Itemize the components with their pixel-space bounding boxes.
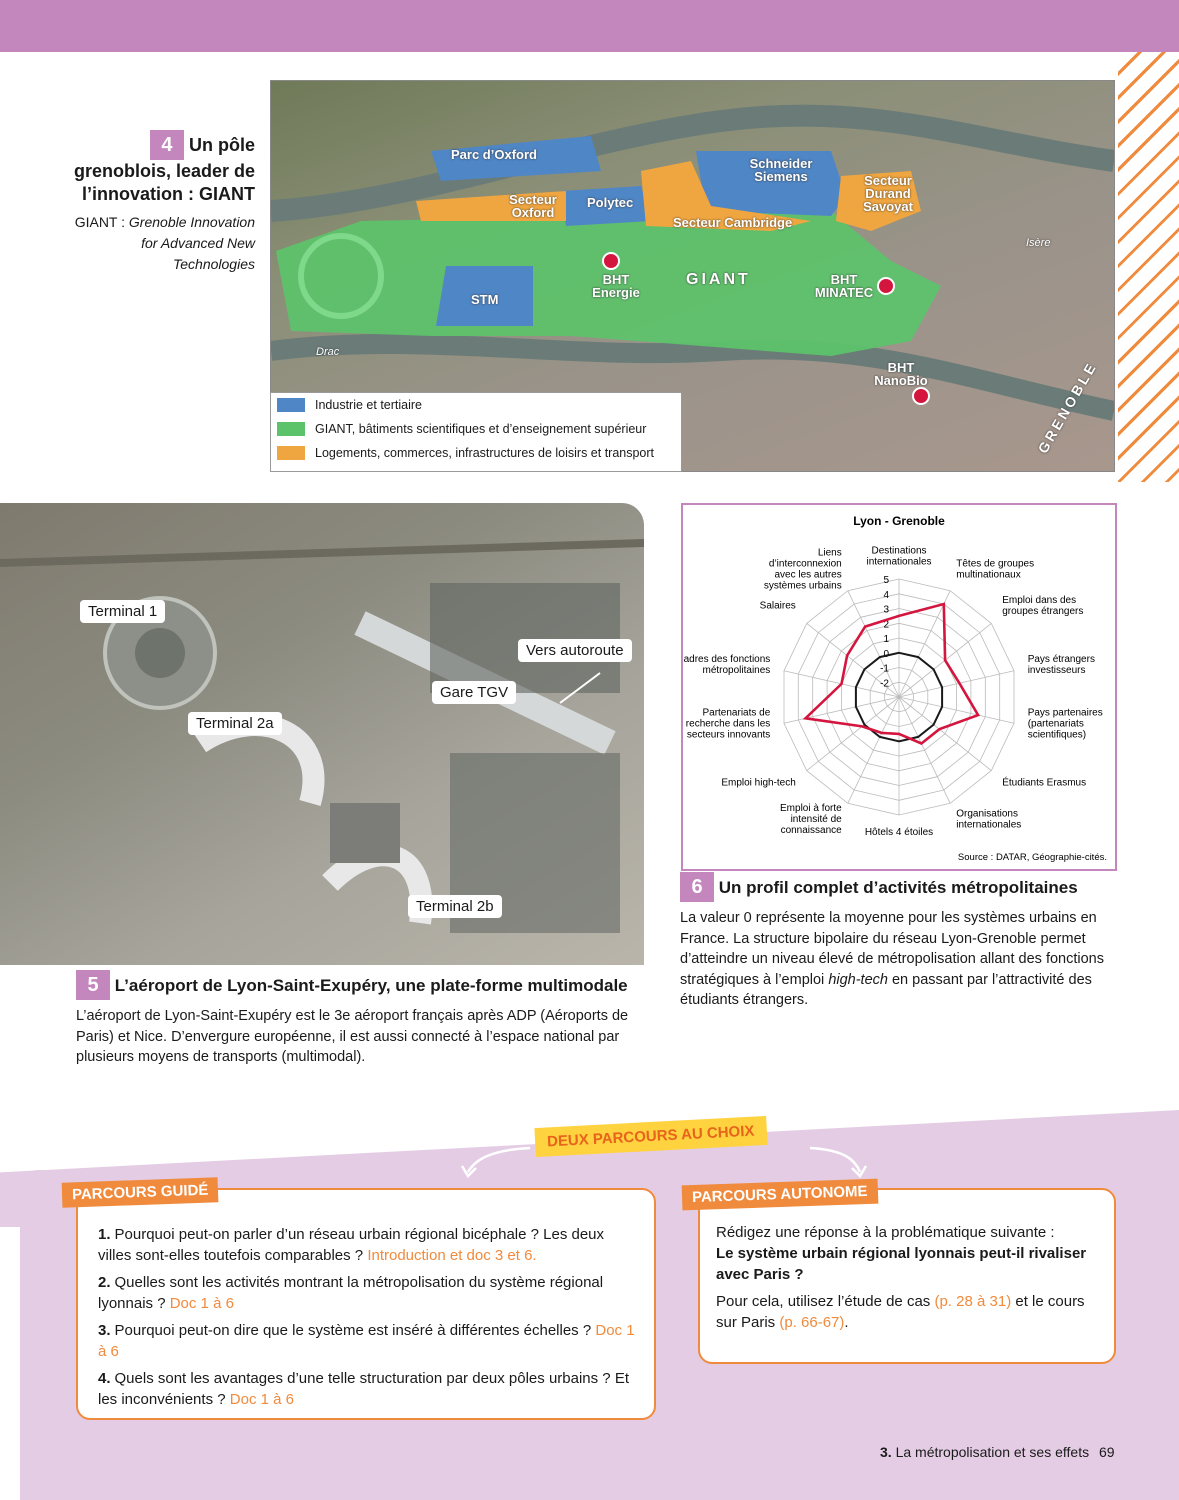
- legend-label: Industrie et tertiaire: [315, 398, 422, 412]
- label-parc-oxford: Parc d’Oxford: [451, 147, 537, 162]
- guide-question: [98, 1368, 638, 1410]
- question-ref[interactable]: Doc 1 à 6: [229, 1391, 294, 1408]
- legend-swatch: [277, 446, 305, 460]
- parcours-autonome-card: [698, 1188, 1116, 1364]
- doc4-subtitle-prefix: GIANT :: [74, 214, 126, 230]
- category-label: Hôtels 4 étoiles: [864, 827, 934, 838]
- autonome-question: Le système urbain régional lyonnais peut-il rivaliser avec Paris ?: [716, 1245, 1087, 1283]
- legend-item: [271, 441, 681, 465]
- airport-photo: [0, 503, 644, 965]
- doc6-body: [680, 908, 1120, 1011]
- page-footer: [880, 1444, 1115, 1460]
- legend-swatch: [277, 398, 305, 412]
- chart-title: Lyon - Grenoble: [853, 514, 945, 528]
- doc5-number: 5: [76, 970, 110, 1000]
- question-ref[interactable]: Doc 1 à 6: [98, 1322, 635, 1360]
- footer-page-number: 69: [1099, 1444, 1115, 1460]
- top-band: [0, 0, 1179, 52]
- category-label: Destinations internationales: [866, 545, 932, 568]
- map-legend: [270, 392, 682, 472]
- grid-spoke: [899, 591, 950, 697]
- autonome-end: .: [844, 1314, 849, 1331]
- grid-spoke: [899, 697, 950, 803]
- autonome-p2: et le cours sur Paris: [716, 1293, 1085, 1331]
- question-ref[interactable]: Doc 1 à 6: [169, 1295, 234, 1312]
- tick-label: -1: [880, 663, 889, 675]
- autonome-instructions: [716, 1291, 1106, 1333]
- question-text: Pourquoi peut-on parler d’un réseau urbain régional bicéphale ? Les deux villes sont-elles toutefois comparables ?: [98, 1226, 605, 1264]
- label-secteur-durand: Secteur Durand Savoyat: [863, 173, 913, 214]
- autonome-ref1[interactable]: (p. 28 à 31): [934, 1293, 1012, 1310]
- radar-chart: [683, 505, 1115, 869]
- guide-question: [98, 1224, 638, 1266]
- radar-chart-box: [681, 503, 1117, 871]
- doc5-title: L’aéroport de Lyon-Saint-Exupéry, une plate-forme multimodale: [114, 976, 628, 995]
- tick-label: 5: [883, 575, 889, 586]
- tick-label: 4: [883, 589, 889, 601]
- label-secteur-cambridge: Secteur Cambridge: [673, 215, 793, 230]
- label-terminal1: Terminal 1: [80, 600, 165, 623]
- legend-label: GIANT, bâtiments scientifiques et d’enseignement supérieur: [315, 422, 647, 436]
- doc6-caption: [680, 872, 1120, 1011]
- legend-item: [271, 393, 681, 417]
- category-label: Pays étrangers investisseurs: [1027, 654, 1095, 677]
- doc5-caption: [76, 970, 636, 1068]
- question-ref[interactable]: Introduction et doc 3 et 6.: [367, 1247, 537, 1264]
- doc4-caption: [60, 130, 255, 275]
- label-stm: STM: [471, 292, 499, 307]
- label-bht-minatec: BHT MINATEC: [814, 272, 874, 300]
- doc4-title: Un pôle grenoblois, leader de l’innovation : GIANT: [73, 135, 255, 204]
- question-number: 1.: [98, 1226, 111, 1243]
- guide-questions: [98, 1224, 638, 1416]
- deux-parcours-banner: DEUX PARCOURS AU CHOIX: [534, 1116, 767, 1157]
- category-label: Liens d’interconnexion avec les autres systèmes urbains: [763, 547, 842, 592]
- autonome-ref2[interactable]: (p. 66-67): [779, 1314, 845, 1331]
- doc4-subtitle-rest: Grenoble Innovation for Advanced New Technologies: [128, 214, 255, 272]
- category-label: Têtes de groupes multinationaux: [956, 558, 1035, 581]
- parcours-guide-card: [76, 1188, 656, 1420]
- autonome-intro: Rédigez une réponse à la problématique suivante :: [716, 1224, 1055, 1241]
- category-label: Pays partenaires (partenariats scientifiques): [1027, 707, 1103, 741]
- category-label: Cadres des fonctions métropolitaines: [683, 654, 771, 677]
- doc5-body: L’aéroport de Lyon-Saint-Exupéry est le 3e aéroport français après ADP (Aéroports de Paris) et Nice. D’envergure européenne, il est aussi connecté à l’espace national par plusieurs moyens de transports (multimodal).: [76, 1008, 629, 1065]
- label-terminal2a: Terminal 2a: [188, 712, 282, 735]
- doc6-body-2: en passant par l’attractivité des étudiants étrangers.: [680, 971, 1092, 1008]
- parcours-autonome-tag: PARCOURS AUTONOME: [682, 1179, 878, 1211]
- tick-label: 3: [883, 604, 889, 616]
- question-number: 2.: [98, 1274, 111, 1291]
- grid-spoke: [848, 697, 899, 803]
- doc6-body-1: La valeur 0 représente la moyenne pour les systèmes urbains en France. La structure bipolaire du réseau Lyon-Grenoble permet d’atteindre un niveau élevé de métropolisation allant des fonctions stratégiques à l’emploi: [680, 910, 1104, 988]
- tick-label: 0: [883, 648, 889, 660]
- category-label: Emploi dans des groupes étrangers: [1002, 595, 1084, 618]
- label-terminal2b: Terminal 2b: [408, 895, 502, 918]
- tick-label: 1: [883, 634, 889, 645]
- label-polytec: Polytec: [587, 195, 634, 210]
- autonome-p1: Pour cela, utilisez l’étude de cas: [716, 1293, 931, 1310]
- tick-label: -2: [880, 678, 889, 690]
- legend-swatch: [277, 422, 305, 436]
- question-text: Pourquoi peut-on dire que le système est inséré à différentes échelles ?: [114, 1322, 592, 1339]
- question-number: 4.: [98, 1370, 111, 1387]
- label-bht-nanobio: BHT NanoBio: [874, 360, 928, 388]
- airport-drawing: [0, 503, 644, 965]
- label-giant: GIANT: [686, 271, 751, 288]
- label-isere: Isère: [1026, 237, 1051, 249]
- question-number: 3.: [98, 1322, 111, 1339]
- footer-chapter: La métropolisation et ses effets: [895, 1444, 1090, 1460]
- footer-chapter-num: 3.: [880, 1444, 892, 1460]
- category-label: Partenariats de recherche dans les secteurs innovants: [685, 707, 771, 741]
- autonome-text: [716, 1222, 1106, 1333]
- question-text: Quels sont les avantages d’une telle structuration par deux pôles urbains ? Et les inconvénients ?: [98, 1370, 629, 1408]
- label-bht-energie: BHT Energie: [592, 272, 640, 300]
- doc6-title: Un profil complet d’activités métropolitaines: [718, 878, 1078, 897]
- label-gare-tgv: Gare TGV: [432, 681, 516, 704]
- category-label: Emploi à forte intensité de connaissance: [780, 802, 842, 836]
- decorative-stripes: [1118, 52, 1179, 482]
- question-text: Quelles sont les activités montrant la métropolisation du système régional lyonnais ?: [98, 1274, 604, 1312]
- label-grenoble: GRENOBLE: [1034, 358, 1101, 456]
- label-vers-autoroute: Vers autoroute: [518, 639, 632, 662]
- doc4-number: 4: [150, 130, 184, 160]
- category-label: Organisations internationales: [956, 808, 1022, 831]
- guide-question: [98, 1272, 638, 1314]
- guide-question: [98, 1320, 638, 1362]
- tick-label: 2: [883, 619, 889, 631]
- doc6-number: 6: [680, 872, 714, 902]
- category-label: Salaires: [759, 600, 796, 612]
- label-drac: Drac: [316, 346, 340, 358]
- legend-item: [271, 417, 681, 441]
- label-secteur-oxford: Secteur Oxford: [509, 192, 557, 220]
- category-label: Emploi high-tech: [721, 777, 796, 789]
- label-schneider: Schneider Siemens: [749, 156, 813, 184]
- parcours-guide-tag: PARCOURS GUIDÉ: [62, 1177, 219, 1207]
- category-label: Étudiants Erasmus: [1002, 777, 1087, 789]
- doc6-body-italic: high-tech: [828, 971, 888, 988]
- chart-source: Source : DATAR, Géographie-cités.: [957, 852, 1107, 863]
- legend-label: Logements, commerces, infrastructures de loisirs et transport: [315, 446, 655, 460]
